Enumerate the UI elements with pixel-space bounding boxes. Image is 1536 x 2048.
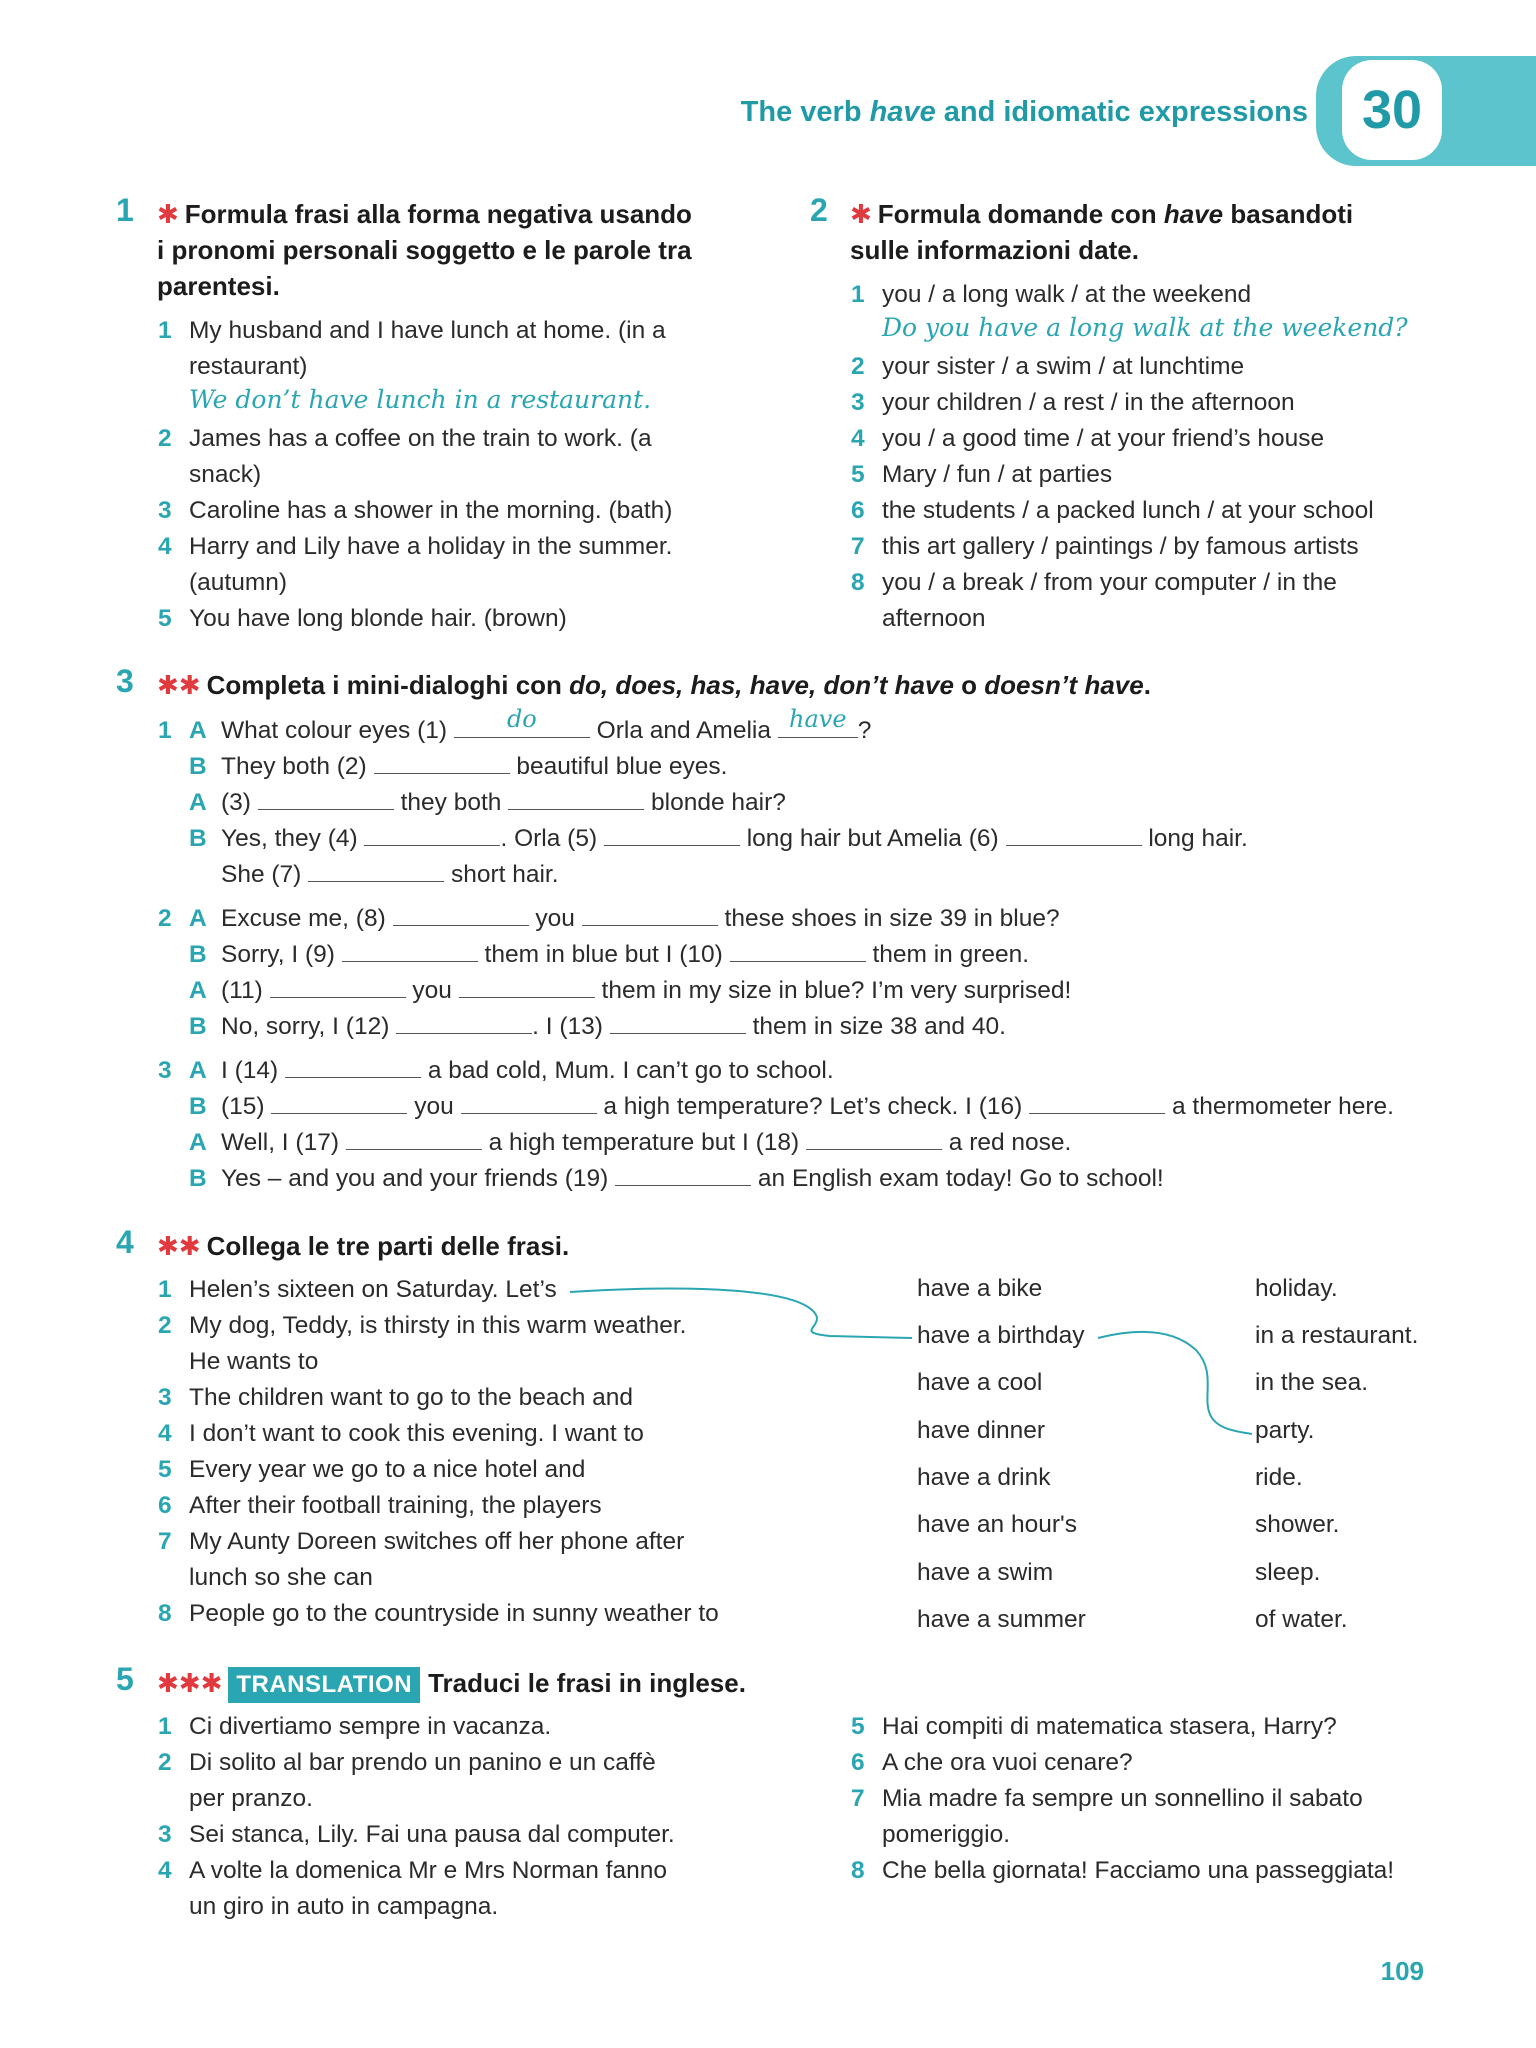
list-item: 4 Harry and Lily have a holiday in the summer. <box>158 533 673 560</box>
page-number: 109 <box>1380 1956 1424 1986</box>
list-item: 6 A che ora vuoi cenare? <box>851 1749 1133 1776</box>
match-option[interactable]: sleep. <box>1255 1559 1321 1586</box>
list-item: 5 Every year we go to a nice hotel and <box>158 1456 586 1483</box>
match-option[interactable]: have a drink <box>917 1464 1051 1491</box>
dialogue-line: B They both (2) beautiful blue eyes. <box>189 753 728 780</box>
exercise-instruction: ✱✱ Collega le tre parti delle frasi. <box>157 1231 570 1261</box>
list-item: 8 Che bella giornata! Facciamo una passeggiata! <box>851 1857 1395 1884</box>
list-item: 6 the students / a packed lunch / at your school <box>851 497 1374 524</box>
list-item: 5 Hai compiti di matematica stasera, Harry? <box>851 1713 1337 1740</box>
exercise-number: 2 <box>810 192 828 228</box>
dialogue-line: She (7) short hair. <box>221 861 559 888</box>
list-item-cont: lunch so she can <box>189 1564 373 1591</box>
exercise-number: 5 <box>116 1661 134 1697</box>
match-option[interactable]: shower. <box>1255 1511 1340 1538</box>
dialogue-line: A Well, I (17) a high temperature but I (18) a red nose. <box>189 1129 1072 1156</box>
list-item-cont: (autumn) <box>189 569 288 596</box>
exercise-instruction: ✱✱ Completa i mini-dialoghi con do, does, has, have, don’t have o doesn’t have. <box>157 670 1151 700</box>
dialogue-line: B Sorry, I (9) them in blue but I (10) them in green. <box>189 941 1030 968</box>
dialogue-line: B Yes, they (4) . Orla (5) long hair but Amelia (6) long hair. <box>189 825 1248 852</box>
match-option[interactable]: have an hour's <box>917 1511 1077 1538</box>
exercise-instruction: ✱ Formula domande con have basandoti sulle informazioni date. <box>850 199 1354 265</box>
dialogue-line: B No, sorry, I (12) . I (13) them in size 38 and 40. <box>189 1013 1006 1040</box>
dialogue-line: 1 A What colour eyes (1) do Orla and Amelia have ? <box>158 705 872 744</box>
difficulty-star-icon: ✱✱ <box>157 670 201 700</box>
list-item-cont: He wants to <box>189 1348 319 1375</box>
exercise-number: 3 <box>116 663 134 699</box>
list-item: 3 Caroline has a shower in the morning. (bath) <box>158 497 673 524</box>
match-line <box>570 1289 912 1338</box>
list-item-cont: pomeriggio. <box>882 1821 1011 1848</box>
unit-number: 30 <box>1342 60 1442 160</box>
list-item: 6 After their football training, the players <box>158 1492 602 1519</box>
list-item: 4 you / a good time / at your friend’s house <box>851 425 1325 452</box>
dialogue-line: 3 A I (14) a bad cold, Mum. I can’t go to school. <box>158 1057 834 1084</box>
answer-blank[interactable]: have <box>778 717 858 738</box>
exercise-instruction: ✱ Formula frasi alla forma negativa usando i pronomi personali soggetto e le parole tra parentesi. <box>157 199 692 301</box>
list-item: 2 Di solito al bar prendo un panino e un caffè <box>158 1749 656 1776</box>
match-option[interactable]: have a summer <box>917 1606 1086 1633</box>
example-answer: We don’t have lunch in a restaurant. <box>189 385 652 414</box>
match-option[interactable]: holiday. <box>1255 1275 1338 1302</box>
list-item: 2 your sister / a swim / at lunchtime <box>851 353 1245 380</box>
list-item: 7 this art gallery / paintings / by famous artists <box>851 533 1359 560</box>
list-item: 7 My Aunty Doreen switches off her phone after <box>158 1528 685 1555</box>
match-option[interactable]: have dinner <box>917 1417 1046 1444</box>
list-item: 3 The children want to go to the beach and <box>158 1384 634 1411</box>
match-option[interactable]: have a cool <box>917 1369 1043 1396</box>
difficulty-star-icon: ✱ <box>850 199 872 229</box>
match-option[interactable]: have a birthday <box>917 1322 1085 1349</box>
list-item-cont: un giro in auto in campagna. <box>189 1893 499 1920</box>
exercise-instruction: ✱✱✱ TRANSLATION Traduci le frasi in inglese. <box>157 1665 746 1703</box>
list-item: 4 A volte la domenica Mr e Mrs Norman fanno <box>158 1857 667 1884</box>
match-option[interactable]: party. <box>1255 1417 1315 1444</box>
exercise-number: 4 <box>116 1224 134 1260</box>
list-item-cont: afternoon <box>882 605 986 632</box>
list-item-cont: snack) <box>189 461 262 488</box>
match-option[interactable]: ride. <box>1255 1464 1303 1491</box>
match-option[interactable]: in a restaurant. <box>1255 1322 1419 1349</box>
list-item-cont: per pranzo. <box>189 1785 313 1812</box>
dialogue-line: 2 A Excuse me, (8) you these shoes in size 39 in blue? <box>158 905 1060 932</box>
dialogue-line: A (11) you them in my size in blue? I’m very surprised! <box>189 977 1072 1004</box>
dialogue-line: A (3) they both blonde hair? <box>189 789 786 816</box>
list-item: 1 My husband and I have lunch at home. (in a <box>158 317 666 344</box>
difficulty-star-icon: ✱✱ <box>157 1231 201 1261</box>
dialogue-line: B Yes – and you and your friends (19) an English exam today! Go to school! <box>189 1165 1164 1192</box>
list-item-cont: restaurant) <box>189 353 308 380</box>
list-item: 2 My dog, Teddy, is thirsty in this warm weather. <box>158 1312 687 1339</box>
example-answer: Do you have a long walk at the weekend? <box>882 313 1408 342</box>
list-item: 1 Ci divertiamo sempre in vacanza. <box>158 1713 552 1740</box>
match-option[interactable]: of water. <box>1255 1606 1348 1633</box>
list-item: 7 Mia madre fa sempre un sonnellino il sabato <box>851 1785 1363 1812</box>
match-option[interactable]: have a bike <box>917 1275 1043 1302</box>
match-option[interactable]: in the sea. <box>1255 1369 1369 1396</box>
translation-badge: TRANSLATION <box>228 1667 420 1703</box>
list-item: 1 you / a long walk / at the weekend <box>851 281 1252 308</box>
chapter-title: The verb have and idiomatic expressions <box>740 96 1308 128</box>
list-item: 8 you / a break / from your computer / in the <box>851 569 1337 596</box>
answer-blank[interactable]: do <box>454 717 590 738</box>
list-item: 3 Sei stanca, Lily. Fai una pausa dal computer. <box>158 1821 675 1848</box>
list-item: 3 your children / a rest / in the afternoon <box>851 389 1295 416</box>
list-item: 5 You have long blonde hair. (brown) <box>158 605 567 632</box>
difficulty-star-icon: ✱✱✱ <box>157 1668 223 1698</box>
difficulty-star-icon: ✱ <box>157 199 179 229</box>
list-item: 8 People go to the countryside in sunny weather to <box>158 1600 719 1627</box>
exercise-number: 1 <box>116 192 134 228</box>
list-item: 5 Mary / fun / at parties <box>851 461 1113 488</box>
list-item: 2 James has a coffee on the train to work. (a <box>158 425 652 452</box>
match-option[interactable]: have a swim <box>917 1559 1054 1586</box>
list-item: 1 Helen’s sixteen on Saturday. Let’s <box>158 1276 557 1303</box>
match-line <box>1098 1332 1252 1434</box>
list-item: 4 I don’t want to cook this evening. I want to <box>158 1420 644 1447</box>
dialogue-line: B (15) you a high temperature? Let’s check. I (16) a thermometer here. <box>189 1093 1394 1120</box>
